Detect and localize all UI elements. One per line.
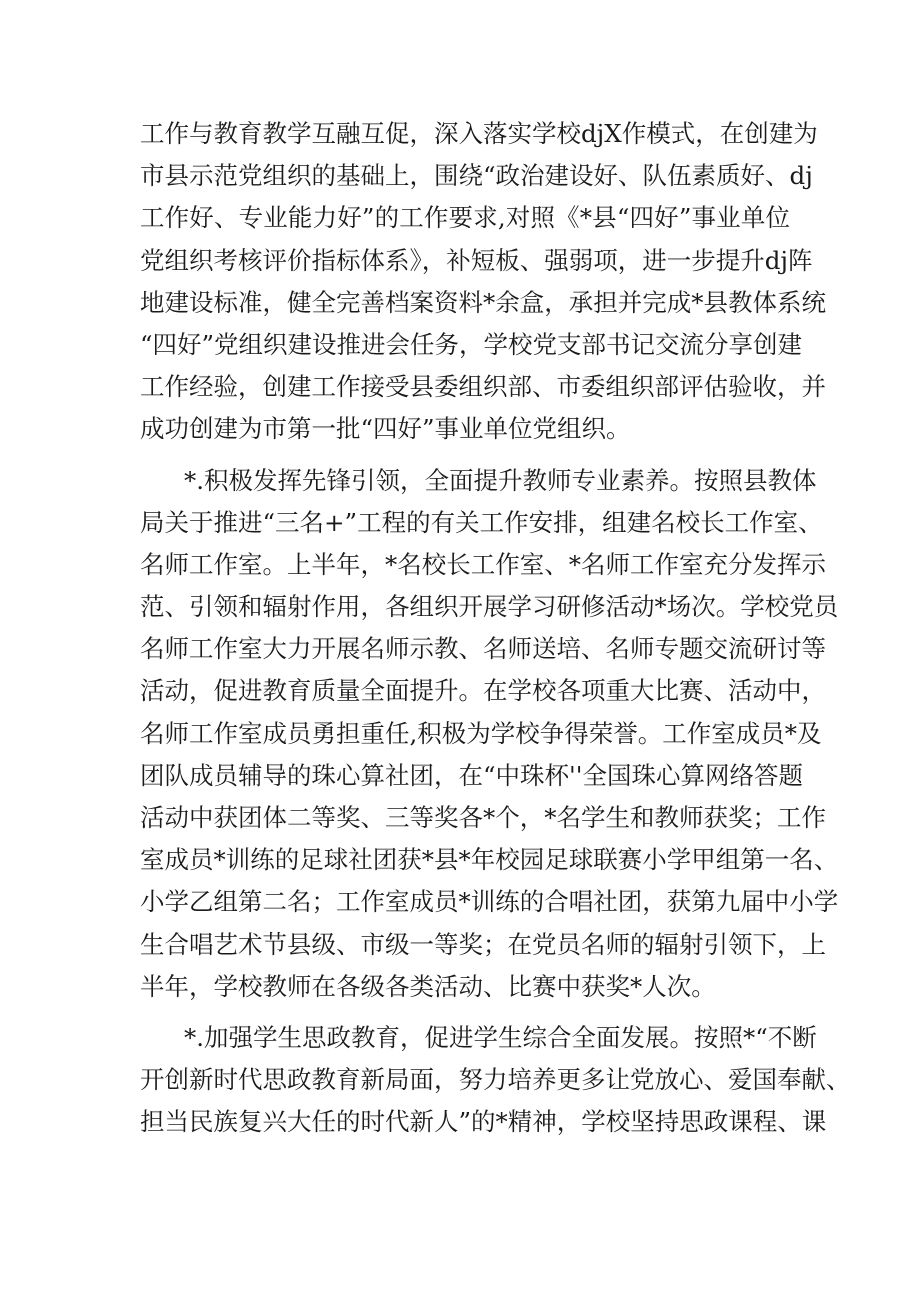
line-text: 名师工作室大力开展名师示教、名师送培、名师专题交流研讨等 <box>140 634 826 664</box>
text-line <box>140 1101 827 1143</box>
line-text: 名师工作室。上半年，*名校长工作室、*名师工作室充分发挥示 <box>140 549 826 579</box>
text-line <box>140 544 826 586</box>
line-text: 活动中获团体二等奖、三等奖各*个，*名学生和教师获奖；工作 <box>140 803 826 832</box>
text-line <box>140 713 822 755</box>
text-line <box>140 1059 851 1101</box>
text-line <box>140 197 790 239</box>
text-line <box>140 460 817 502</box>
line-text: “四好”党组织建设推进会任务，学校党支部书记交流分享创建 <box>140 329 803 359</box>
line-text: 室成员*训练的足球社团获*县*年校园足球联赛小学甲组第一名、 <box>140 845 839 875</box>
text-line <box>140 628 826 670</box>
line-text: *.积极发挥先锋引领，全面提升教师专业素养。按照县教体 <box>184 465 817 495</box>
text-line <box>140 966 790 1008</box>
text-line <box>140 881 839 923</box>
line-text: 范、引领和辐射作用，各组织开展学习研修活动*场次。学校党员 <box>140 592 839 622</box>
paragraph-gap <box>140 451 790 460</box>
text-line <box>140 113 818 155</box>
paragraph-gap <box>140 1008 790 1017</box>
text-line <box>140 924 826 966</box>
line-text: 生合唱艺术节县级、市级一等奖；在党员名师的辐射引领下，上 <box>140 929 826 959</box>
text-line <box>140 797 826 839</box>
line-text: 担当民族复兴大任的时代新人”的*精神，学校坚持思政课程、课 <box>140 1107 827 1137</box>
line-text: 工作与教育教学互融互促，深入落实学校djX作模式，在创建为 <box>140 119 818 148</box>
line-text: 团队成员辅导的珠心算社团，在“中珠杯''全国珠心算网络答题 <box>140 760 803 790</box>
line-text: 名师工作室成员勇担重任,积极为学校争得荣誉。工作室成员*及 <box>140 718 822 748</box>
paragraph-2 <box>140 460 839 1008</box>
text-line <box>140 670 826 712</box>
paragraph-1 <box>140 113 826 451</box>
line-text: 开创新时代思政教育新局面，努力培养更多让党放心、爱国奉献、 <box>140 1065 851 1095</box>
paragraph-3 <box>140 1017 851 1144</box>
line-text: *.加强学生思政教育，促进学生综合全面发展。按照*“不断 <box>184 1022 817 1052</box>
document-body <box>140 113 851 1144</box>
line-text: 活动，促进教育质量全面提升。在学校各项重大比赛、活动中， <box>140 676 826 706</box>
line-text: 地建设标准，健全完善档案资料*余盒，承担并完成*县教体系统 <box>140 287 826 317</box>
line-text: 工作经验，创建工作接受县委组织部、市委组织部评估验收，并 <box>140 372 826 402</box>
line-text: 半年，学校教师在各级各类活动、比赛中获奖*人次。 <box>140 971 716 1001</box>
text-line <box>140 324 803 366</box>
text-line <box>140 282 826 324</box>
text-line <box>140 1017 817 1059</box>
text-line <box>140 155 813 197</box>
line-text: 党组织考核评价指标体系》，补短板、强弱项，进一步提升dj阵 <box>140 245 813 275</box>
text-line <box>140 408 790 450</box>
text-line <box>140 839 839 881</box>
text-line <box>140 586 839 628</box>
line-text: 工作好、专业能力好”的工作要求,对照《*县“四好”事业单位 <box>140 203 790 233</box>
text-line <box>140 240 813 282</box>
line-text: 小学乙组第二名；工作室成员*训练的合唱社团，获第九届中小学 <box>140 887 839 917</box>
text-line <box>140 366 826 408</box>
text-line <box>140 755 803 797</box>
line-text: 市县示范党组织的基础上，围绕“政治建设好、队伍素质好、dj <box>140 161 813 191</box>
text-line <box>140 502 823 544</box>
line-text: 成功创建为市第一批“四好”事业单位党组织。 <box>140 414 631 444</box>
line-text: 局关于推进“三名+”工程的有关工作安排，组建名校长工作室、 <box>140 507 823 537</box>
